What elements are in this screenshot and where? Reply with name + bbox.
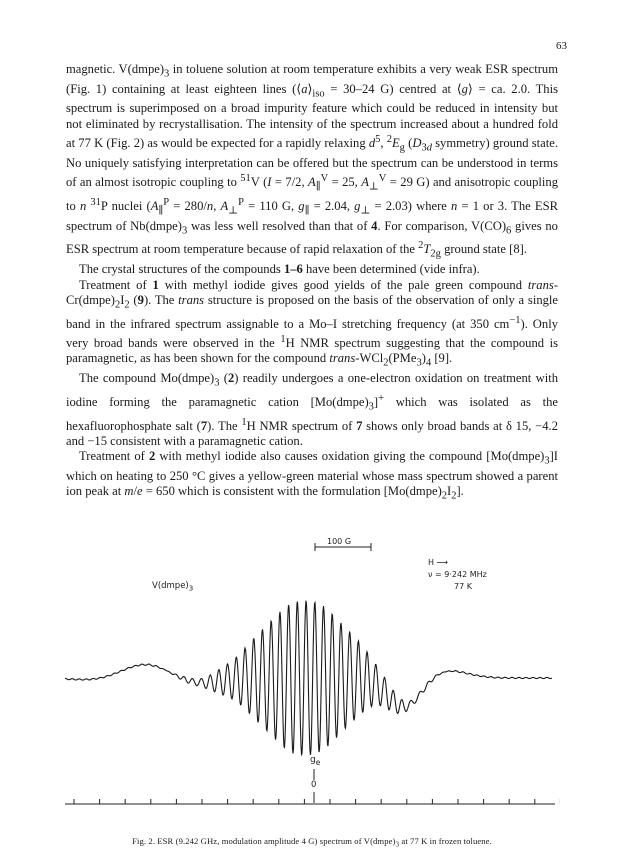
field-direction-label: H ⟶ xyxy=(428,558,449,567)
field-axis xyxy=(65,799,560,804)
compound-label: $V(dmpe)_3$ xyxy=(152,581,194,593)
esr-spectrum-plot xyxy=(60,540,560,840)
ge-label: $g_e$ xyxy=(310,755,321,767)
paragraph-5: Treatment of 2 with methyl iodide also causes oxidation giving the compound $[Mo(dmpe)_3]I$ which on heating to 250 °C gives a yellow-green material whose mass spectrum showed a parent ion peak at m/e = 650 which is consistent with the formulation $[Mo(dmpe)_2I_2]$. xyxy=(66,449,558,502)
paragraph-1: magnetic. $V(dmpe)_3$ in toluene solution at room temperature exhibits a very weak ESR spectrum (Fig. 1) containing at least eighteen lines ($⟨a⟩_{iso} = 30-24$ G) centred at ⟨g⟩ = ca. 2.0. This spectrum is superimposed on a broad impurity feature which could be reduced in intensity but not eliminated by recrystallisation. The intensity of the spectrum increased about a hundred fold at 77 K (Fig. 2) as would be expected for a rapidly relaxing $d^5$, $^2E_g$ ($D_{3d}$ symmetry) ground state. No uniquely satisfying interpretation can be offered but the spectrum can be understood in terms of an almost isotropic coupling to $^{51}$V (I = 7/2, $A_\parallel^V = 25$, $A_\perp^V = 29$ G) and anisotropic coupling to n $^{31}$P nuclei ($A_\parallel^P = 280/n$, $A_\perp^P = 110$ G, $g_\parallel = 2.04$, $g_\perp = 2.03$) where n = 1 or 3. The ESR spectrum of $Nb(dmpe)_3$ was less well resolved than that of 4. For comparison, $V(CO)_6$ gives no ESR spectrum at room temperature because of rapid relaxation of the $^2T_{2g}$ ground state [8]. xyxy=(66,62,559,261)
temperature-label: 77 K xyxy=(454,582,472,591)
paragraph-4: The compound $Mo(dmpe)_3$ (2) readily undergoes a one-electron oxidation on treatment with iodine forming the paramagnetic cation $[Mo(dmpe)_3]^+$ which was isolated as the hexafluorophosphate salt (7). The $^1$H NMR spectrum of 7 shows only broad bands at δ 15, −4.2 and −15 consistent with a paramagnetic cation. xyxy=(66,371,558,449)
page-number: 63 xyxy=(556,40,567,52)
zero-label: 0 xyxy=(311,780,317,790)
scale-bar-label: 100 G xyxy=(327,537,352,546)
spectrum-trace xyxy=(65,601,552,755)
paragraph-2: The crystal structures of the compounds 1–6 have been determined (vide infra). xyxy=(79,262,480,277)
body-text xyxy=(66,62,558,504)
esr-figure xyxy=(60,537,560,840)
frequency-label: ν = 9·242 MHz xyxy=(428,570,487,579)
figure-caption: Fig. 2. ESR (9.242 GHz, modulation amplitude 4 G) spectrum of $V(dmpe)_3$ at 77 K in frozen toluene. xyxy=(132,836,492,849)
paragraph-3: Treatment of 1 with methyl iodide gives good yields of the pale green compound trans-$Cr(dmpe)_2I_2$ (9). The trans structure is proposed on the basis of the observation of only a single band in the infrared spectrum assignable to a Mo–I stretching frequency (at 350 $cm^{-1}$). Only very broad bands were observed in the $^1$H NMR spectrum suggesting that the compound is paramagnetic, as has been shown for the compound trans-$WCl_2(PMe_3)_4$ [9]. xyxy=(66,277,559,369)
